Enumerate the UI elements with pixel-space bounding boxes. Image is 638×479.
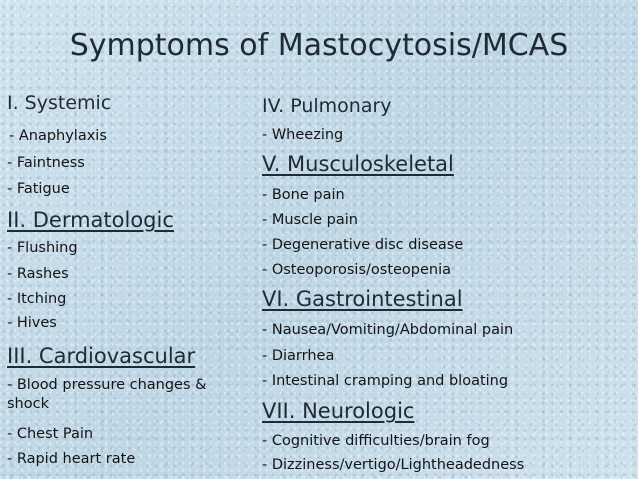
section-heading-dermatologic: II. Dermatologic bbox=[7, 208, 174, 232]
list-item: - Degenerative disc disease bbox=[262, 237, 464, 253]
list-item: - Rapid heart rate bbox=[7, 451, 136, 467]
list-item: - Osteoporosis/osteopenia bbox=[262, 262, 452, 278]
list-item: - Wheezing bbox=[262, 127, 344, 143]
list-item: - Muscle pain bbox=[262, 212, 358, 228]
section-heading-systemic: I. Systemic bbox=[7, 92, 112, 114]
list-item: - Rashes bbox=[7, 266, 69, 282]
list-item: - Anaphylaxis bbox=[9, 128, 107, 144]
section-heading-cardiovascular: III. Cardiovascular bbox=[7, 344, 196, 368]
list-item: - Dizziness/vertigo/Lightheadedness bbox=[262, 457, 525, 473]
list-item: - Itching bbox=[7, 291, 67, 307]
section-heading-gastrointestinal: VI. Gastrointestinal bbox=[262, 287, 463, 311]
list-item: - Chest Pain bbox=[7, 426, 94, 442]
list-item: - Blood pressure changes & shock bbox=[7, 377, 207, 412]
list-item: - Flushing bbox=[7, 240, 78, 256]
list-item: - Bone pain bbox=[262, 187, 345, 203]
list-item: - Diarrhea bbox=[262, 348, 335, 364]
list-item: - Fatigue bbox=[7, 181, 70, 197]
slide-title: Symptoms of Mastocytosis/MCAS bbox=[69, 28, 569, 63]
list-item: - Faintness bbox=[7, 155, 85, 171]
section-heading-neurologic: VII. Neurologic bbox=[262, 399, 415, 423]
section-heading-musculoskeletal: V. Musculoskeletal bbox=[262, 152, 454, 176]
list-item: - Intestinal cramping and bloating bbox=[262, 373, 509, 389]
list-item: - Cognitive difficulties/brain fog bbox=[262, 433, 490, 449]
list-item: - Nausea/Vomiting/Abdominal pain bbox=[262, 322, 514, 338]
list-item: - Hives bbox=[7, 315, 57, 331]
section-heading-pulmonary: IV. Pulmonary bbox=[262, 95, 392, 117]
